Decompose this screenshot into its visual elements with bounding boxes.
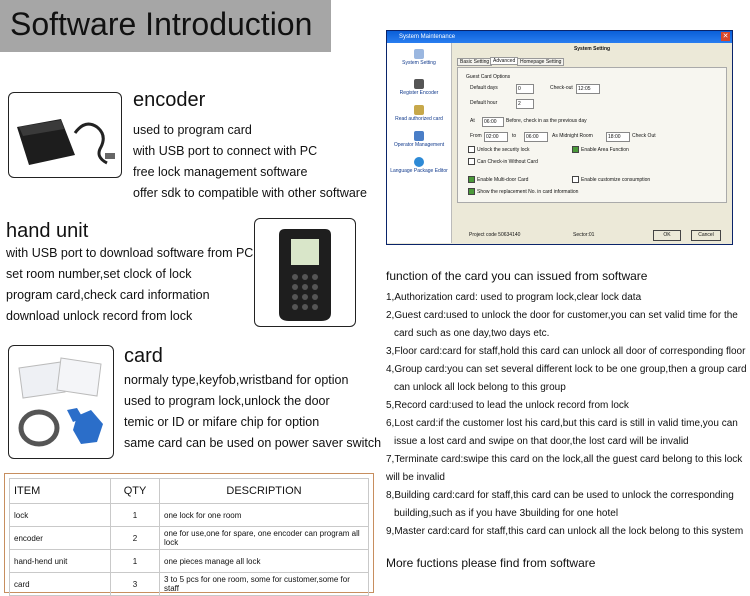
table-cell: one pieces manage all lock [160,550,369,573]
software-sidebar [387,43,452,243]
encoder-device-icon [9,93,121,177]
option-label: Unlock the security lock [477,146,530,153]
hand-unit-title: hand unit [6,220,89,242]
encoder-line: used to program card [133,123,252,137]
title-banner [0,0,331,52]
midnight-checkout-label: Check Out [632,133,656,139]
table-row [10,550,369,573]
encoder-line: with USB port to connect with PC [133,144,318,158]
table-cell: 2 [111,527,160,550]
globe-icon [414,157,424,167]
sidebar-item-label: System Setting [402,60,436,66]
table-cell: 3 to 5 pcs for one room, some for customer,some for staff [160,573,369,596]
card-line: temic or ID or mifare chip for option [124,415,320,429]
checkbox[interactable] [468,146,475,153]
card-line: same card can be used on power saver switch [124,436,382,450]
column-header: QTY [111,479,160,504]
before-text: Before, check in as the previous day [506,118,587,124]
table-cell: hand-hend unit [10,550,111,573]
hand-unit-photo [254,218,356,327]
default-hour-field[interactable]: 2 [516,99,534,109]
option-label: Can Check-in Without Card [477,158,538,165]
functions-footer: More fuctions please find from software [386,556,596,570]
option-label: Show the replacement No. in card information [477,188,579,195]
operator-icon [414,131,424,141]
page-title: Software Introduction [10,6,313,42]
sidebar-item-system-setting[interactable] [387,49,451,66]
tab-homepage-setting[interactable]: Homepage Setting [517,58,564,66]
function-line: 5,Record card:used to lead the unlock record from lock [386,400,629,411]
default-days-field[interactable]: 0 [516,84,534,94]
function-line: 6,Lost card:if the customer lost his card,but this card is still in valid time,you can [386,418,738,429]
card-features [124,370,381,454]
option-label: Enable Multi-door Card [477,176,529,183]
functions-list [386,289,747,541]
sidebar-item-label: Language Package Editor [390,168,448,174]
sidebar-item-language[interactable] [387,157,451,174]
function-line: 3,Floor card:card for staff,hold this card can unlock all door of corresponding floor [386,346,746,357]
function-line: 4,Group card:you can set several different lock to be one group,then a group card [386,364,747,375]
function-line: issue a lost card and swipe on that door,the lost card will be invalid [394,436,689,447]
card-keyfob-icon [9,346,113,458]
panel-title: System Setting [573,46,611,52]
window-titlebar: System Maintenance [387,31,732,43]
items-table-frame [4,473,374,593]
function-line: 1,Authorization card: used to program lock,clear lock data [386,292,642,303]
table-row [10,504,369,527]
hand-unit-line: program card,check card information [6,288,210,302]
function-line: 7,Terminate card:swipe this card on the lock,all the guest card belong to this lock [386,454,743,465]
function-line: card such as one day,two days etc. [394,328,550,339]
option-label: Enable Area Function [581,146,629,153]
checkbox[interactable] [572,176,579,183]
encoder-photo [8,92,122,178]
default-days-label: Default days [470,85,498,91]
multi-door-option[interactable] [468,176,528,183]
software-window [386,30,733,245]
sidebar-item-register-encoder[interactable] [387,79,451,96]
close-icon[interactable]: ✕ [722,33,729,40]
encoder-title: encoder [133,89,206,111]
card-reader-icon [414,105,424,115]
table-header-row [10,479,369,504]
custom-consumption-option[interactable] [572,176,650,183]
encoder-icon [414,79,424,89]
to-time-field[interactable]: 06:00 [524,132,548,142]
checkbox-checked[interactable] [468,176,475,183]
area-function-option[interactable] [572,146,629,153]
function-line: can unlock all lock belong to this group [394,382,566,393]
default-hour-label: Default hour [470,100,498,106]
encoder-line: offer sdk to compatible with other software [133,186,367,200]
sidebar-item-label: Operator Management [393,142,445,148]
from-label: From [470,133,482,139]
from-time-field[interactable]: 02:00 [484,132,508,142]
hand-unit-features [6,243,253,327]
sidebar-item-read-card[interactable] [387,105,451,122]
table-cell: one for use,one for spare, one encoder can program all lock [160,527,369,550]
hand-unit-line: with USB port to download software from PC [6,246,254,260]
table-cell: 1 [111,504,160,527]
checkbox-checked[interactable] [468,188,475,195]
table-cell: 1 [111,550,160,573]
midnight-label: As Midnight Room [552,133,593,139]
table-cell: lock [10,504,111,527]
card-photo [8,345,114,459]
encoder-line: free lock management software [133,165,308,179]
unlock-security-option[interactable] [468,146,530,153]
column-header: DESCRIPTION [160,479,369,504]
sector: Sector:01 [573,232,595,238]
table-cell: one lock for one room [160,504,369,527]
cancel-button[interactable]: Cancel [691,230,721,241]
checkbox[interactable] [468,158,475,165]
card-title: card [124,345,163,367]
function-line: 8,Building card:card for staff,this card can be used to unlock the corresponding [386,490,734,501]
table-row [10,573,369,596]
function-line: 2,Guest card:used to unlock the door for customer,you can set valid time for the [386,310,738,321]
tab-basic-setting[interactable]: Basic Setting [457,58,492,66]
function-line: 9,Master card:card for staff,this card can unlock all the lock belong to this system [386,526,744,537]
system-setting-icon [414,49,424,59]
checkin-without-card-option[interactable] [468,158,538,165]
checkout-time-field[interactable]: 12:05 [576,84,600,94]
project-code: Project code 50634140 [469,232,521,238]
card-line: used to program lock,unlock the door [124,394,330,408]
ok-button[interactable]: OK [653,230,681,241]
tab-content [457,67,727,203]
table-row [10,527,369,550]
table-cell: 3 [111,573,160,596]
checkout-label: Check-out [550,85,573,91]
hand-unit-line: download unlock record from lock [6,309,193,323]
sidebar-item-operator[interactable] [387,131,451,148]
tab-advanced[interactable]: Advanced [490,57,518,65]
replacement-option[interactable] [468,188,578,195]
sidebar-item-label: Register Encoder [399,90,439,96]
hand-unit-line: set room number,set clock of lock [6,267,192,281]
at-time-field[interactable]: 06:00 [482,117,504,127]
function-line: building,such as if you have 3building for one hotel [394,508,619,519]
at-label: At [470,118,475,124]
encoder-features [133,120,367,204]
group-title: Guest Card Options [466,74,511,80]
sidebar-item-label: Read authorized card [395,116,443,122]
checkbox-checked[interactable] [572,146,579,153]
option-label: Enable customize consumption [581,176,651,183]
to-label: to [512,133,517,139]
midnight-time-field[interactable]: 18:00 [606,132,630,142]
functions-heading: function of the card you can issued from software [386,269,648,283]
function-line: will be invalid [386,472,445,483]
items-table [9,478,369,596]
column-header: ITEM [10,479,111,504]
settings-panel [453,43,731,243]
card-line: normaly type,keyfob,wristband for option [124,373,349,387]
handheld-device-icon [255,219,355,326]
table-cell: card [10,573,111,596]
table-cell: encoder [10,527,111,550]
